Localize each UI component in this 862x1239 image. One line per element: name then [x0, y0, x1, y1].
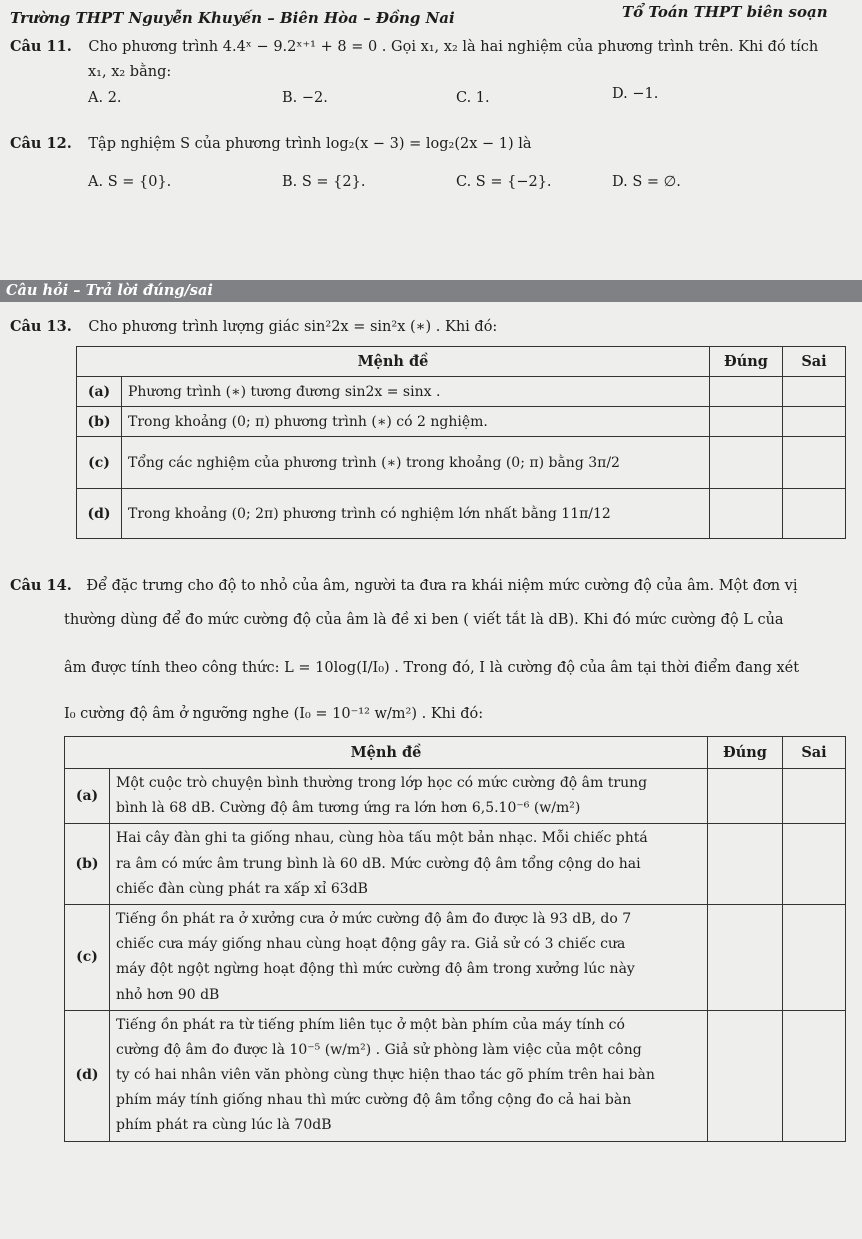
q14 [10, 577, 798, 594]
q14-line4: I₀ cường độ âm ở ngưỡng nghe (I₀ = 10⁻¹² w/m²) . Khi đó: [64, 706, 484, 722]
row-id: (c) [65, 904, 110, 1010]
q12-option-c: C. S = {−2}. [456, 174, 552, 190]
row-line: ty có hai nhân viên văn phòng cùng thực hiện thao tác gõ phím trên hai bàn [116, 1067, 655, 1084]
q14-header-statement: Mệnh đề [65, 737, 708, 769]
row-line: Tiếng ồn phát ra ở xưởng cưa ở mức cường độ âm đo được là 93 dB, do 7 [116, 910, 632, 927]
q12-label: Câu 12. [10, 135, 72, 152]
row-line: chiếc đàn cùng phát ra xấp xỉ 63dB [116, 880, 368, 897]
row-line: phím phát ra cùng lúc là 70dB [116, 1117, 332, 1134]
row-id: (a) [77, 377, 122, 407]
team-header: Tổ Toán THPT biên soạn [622, 3, 828, 21]
table-row [77, 377, 846, 407]
q12 [10, 135, 532, 152]
q11-option-b: B. −2. [282, 90, 328, 106]
q13-header-true: Đúng [710, 347, 783, 377]
q14-line1: Để đặc trưng cho độ to nhỏ của âm, người ta đưa ra khái niệm mức cường độ của âm. Một đơn vị [86, 578, 798, 594]
q14-header-true: Đúng [708, 737, 783, 769]
row-statement: Phương trình (∗) tương đương sin2x = sinx . [122, 377, 710, 407]
table-row [65, 904, 846, 1010]
row-statement [110, 904, 708, 1010]
q14-label: Câu 14. [10, 577, 72, 594]
q14-line3: âm được tính theo công thức: L = 10log(I/I₀) . Trong đó, I là cường độ của âm tại thời điểm đang xét [64, 660, 800, 676]
row-id: (d) [65, 1010, 110, 1141]
true-cell[interactable] [710, 489, 783, 539]
q11 [10, 38, 818, 55]
q13-header-statement: Mệnh đề [77, 347, 710, 377]
table-row [65, 824, 846, 905]
row-line: bình là 68 dB. Cường độ âm tương ứng ra lớn hơn 6,5.10⁻⁶ (w/m²) [116, 800, 581, 817]
section-banner [0, 280, 862, 302]
q11-text: Cho phương trình 4.4ˣ − 9.2ˣ⁺¹ + 8 = 0 . Gọi x₁, x₂ là hai nghiệm của phương trình trên. Khi đó tích [88, 39, 819, 55]
row-line: nhỏ hơn 90 dB [116, 986, 220, 1003]
true-cell[interactable] [708, 769, 783, 824]
row-line: ra âm có mức âm trung bình là 60 dB. Mức cường độ âm tổng cộng do hai [116, 855, 641, 872]
table-row [65, 1010, 846, 1141]
table-row [77, 407, 846, 437]
row-statement [110, 1010, 708, 1141]
q13 [10, 318, 497, 335]
true-cell[interactable] [710, 407, 783, 437]
true-cell[interactable] [708, 904, 783, 1010]
q13-header-row [77, 347, 846, 377]
q11-option-c: C. 1. [456, 90, 490, 106]
school-header: Trường THPT Nguyễn Khuyến – Biên Hòa – Đồng Nai [10, 9, 455, 27]
section-title: Câu hỏi – Trả lời đúng/sai [6, 282, 213, 299]
row-id: (c) [77, 437, 122, 489]
row-line: phím máy tính giống nhau thì mức cường độ âm tổng cộng đo cả hai bàn [116, 1092, 632, 1109]
q11-option-d: D. −1. [612, 86, 659, 102]
q11-option-a: A. 2. [88, 90, 122, 106]
false-cell[interactable] [783, 1010, 846, 1141]
q12-option-a: A. S = {0}. [88, 174, 172, 190]
row-line: Hai cây đàn ghi ta giống nhau, cùng hòa tấu một bản nhạc. Mỗi chiếc phtá [116, 830, 648, 847]
q13-text: Cho phương trình lượng giác sin²2x = sin²x (∗) . Khi đó: [88, 319, 498, 335]
row-id: (b) [77, 407, 122, 437]
false-cell[interactable] [783, 489, 846, 539]
table-row [65, 769, 846, 824]
row-id: (a) [65, 769, 110, 824]
row-statement [110, 824, 708, 905]
q12-option-d: D. S = ∅. [612, 174, 681, 190]
row-line: Một cuộc trò chuyện bình thường trong lớp học có mức cường độ âm trung [116, 775, 648, 791]
false-cell[interactable] [783, 377, 846, 407]
row-statement: Trong khoảng (0; 2π) phương trình có nghiệm lớn nhất bằng 11π/12 [122, 489, 710, 539]
false-cell[interactable] [783, 904, 846, 1010]
false-cell[interactable] [783, 437, 846, 489]
table-row [77, 489, 846, 539]
q12-text: Tập nghiệm S của phương trình log₂(x − 3) = log₂(2x − 1) là [88, 136, 532, 152]
row-id: (b) [65, 824, 110, 905]
q14-header-false: Sai [783, 737, 846, 769]
q11-text2: x₁, x₂ bằng: [88, 64, 172, 80]
row-statement: Tổng các nghiệm của phương trình (∗) trong khoảng (0; π) bằng 3π/2 [122, 437, 710, 489]
false-cell[interactable] [783, 407, 846, 437]
row-id: (d) [77, 489, 122, 539]
q13-label: Câu 13. [10, 318, 72, 335]
row-line: Tiếng ồn phát ra từ tiếng phím liên tục ở một bàn phím của máy tính có [116, 1016, 625, 1033]
true-cell[interactable] [708, 1010, 783, 1141]
q13-header-false: Sai [783, 347, 846, 377]
row-line: máy đột ngột ngừng hoạt động thì mức cường độ âm trong xưởng lúc này [116, 961, 635, 978]
row-line: chiếc cưa máy giống nhau cùng hoạt động gây ra. Giả sử có 3 chiếc cưa [116, 936, 626, 953]
row-line: cường độ âm đo được là 10⁻⁵ (w/m²) . Giả sử phòng làm việc của một công [116, 1041, 642, 1058]
q13-table [76, 346, 846, 539]
q12-option-b: B. S = {2}. [282, 174, 366, 190]
false-cell[interactable] [783, 769, 846, 824]
true-cell[interactable] [708, 824, 783, 905]
q14-table [64, 736, 846, 1142]
q11-label: Câu 11. [10, 38, 72, 55]
true-cell[interactable] [710, 377, 783, 407]
table-row [77, 437, 846, 489]
row-statement: Trong khoảng (0; π) phương trình (∗) có 2 nghiệm. [122, 407, 710, 437]
q14-header-row [65, 737, 846, 769]
q14-line2: thường dùng để đo mức cường độ của âm là đề xi ben ( viết tắt là dB). Khi đó mức cường độ L của [64, 612, 784, 628]
row-statement [110, 769, 708, 824]
false-cell[interactable] [783, 824, 846, 905]
true-cell[interactable] [710, 437, 783, 489]
